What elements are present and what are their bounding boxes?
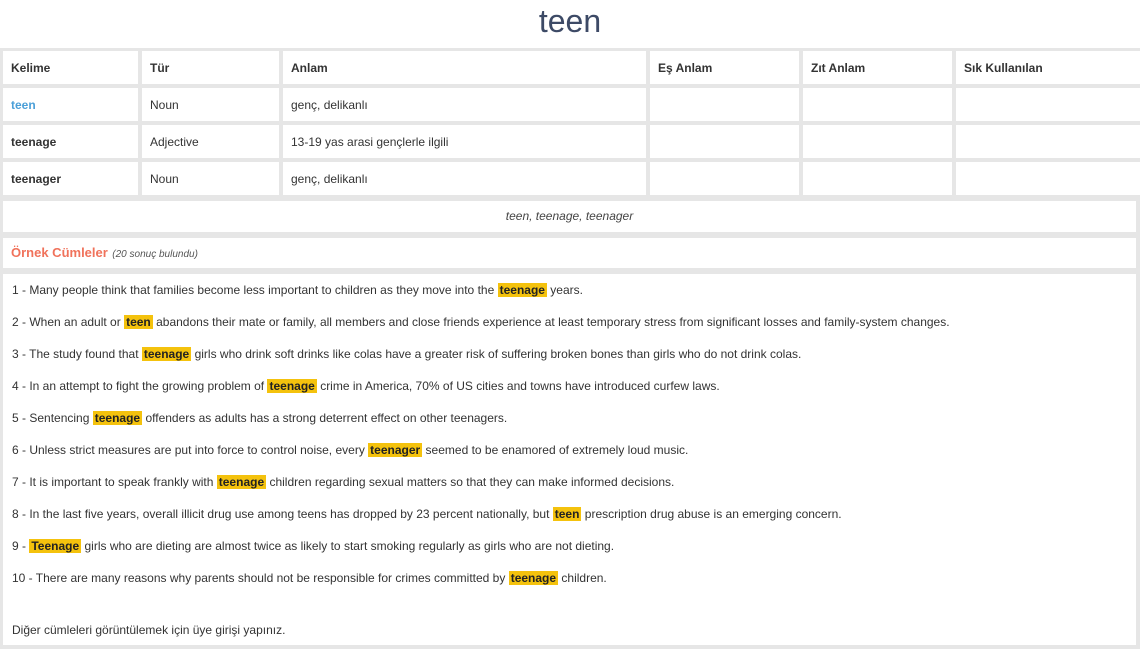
- example-sentence: 9 - Teenage girls who are dieting are almost twice as likely to start smoking regularly as girls who are not dieting.: [12, 539, 615, 553]
- example-sentence: 4 - In an attempt to fight the growing problem of teenage crime in America, 70% of US cities and towns have introduced curfew laws.: [12, 379, 720, 393]
- highlight-word: teenage: [510, 571, 557, 585]
- highlight-word: teenage: [94, 411, 141, 425]
- word-meaning: 13-19 yas arasi gençlerle ilgili: [283, 125, 646, 158]
- header-sik-kullanilan: Sık Kullanılan: [956, 51, 1140, 84]
- word-link[interactable]: teen: [3, 88, 138, 121]
- word-antonym: [803, 162, 952, 195]
- highlight-word: teenage: [499, 283, 545, 297]
- example-sentence: 1 - Many people think that families become less important to children as they move into the teenage years.: [12, 283, 583, 297]
- example-sentence: 3 - The study found that teenage girls who drink soft drinks like colas have a greater risk of suffering broken bones than girls who do not drink colas.: [12, 347, 802, 361]
- highlight-word: Teenage: [31, 539, 80, 553]
- highlight-word: teenage: [143, 347, 190, 361]
- header-anlam: Anlam: [283, 51, 646, 84]
- highlight-word: teenager: [370, 443, 421, 457]
- example-sentence: 8 - In the last five years, overall illicit drug use among teens has dropped by 23 percent nationally, but teen prescription drug abuse is an emerging concern.: [12, 507, 842, 521]
- word-link[interactable]: teenage: [3, 125, 138, 158]
- word-meaning: genç, delikanlı: [283, 162, 646, 195]
- table-header-row: [3, 51, 1140, 84]
- header-zit-anlam: Zıt Anlam: [803, 51, 952, 84]
- word-type: Adjective: [142, 125, 279, 158]
- word-common: [956, 88, 1140, 121]
- word-synonym: [650, 88, 799, 121]
- login-prompt: Diğer cümleleri görüntülemek için üye girişi yapınız.: [12, 623, 286, 637]
- table-row: [3, 162, 1140, 195]
- example-sentence: 5 - Sentencing teenage offenders as adults has a strong deterrent effect on other teenagers.: [12, 411, 508, 425]
- word-type: Noun: [142, 162, 279, 195]
- example-sentence: 6 - Unless strict measures are put into force to control noise, every teenager seemed to be enamored of extremely loud music.: [12, 443, 689, 457]
- word-meaning: genç, delikanlı: [283, 88, 646, 121]
- example-sentence: 10 - There are many reasons why parents should not be responsible for crimes committed by teenage children.: [12, 571, 607, 585]
- highlight-word: teenage: [218, 475, 265, 489]
- example-sentence: 7 - It is important to speak frankly with teenage children regarding sexual matters so that they can make informed decisions.: [12, 475, 675, 489]
- word-synonym: [650, 162, 799, 195]
- word-link[interactable]: teenager: [3, 162, 138, 195]
- table-row: [3, 88, 1140, 121]
- examples-count: (20 sonuç bulundu): [112, 249, 198, 260]
- examples-header: [3, 238, 1136, 268]
- related-words: teen, teenage, teenager: [3, 201, 1136, 232]
- word-common: [956, 125, 1140, 158]
- word-antonym: [803, 88, 952, 121]
- word-type: Noun: [142, 88, 279, 121]
- highlight-word: teen: [126, 315, 151, 329]
- highlight-word: teenage: [269, 379, 315, 393]
- word-common: [956, 162, 1140, 195]
- word-synonym: [650, 125, 799, 158]
- highlight-word: teen: [554, 507, 580, 521]
- page-title: teen: [538, 3, 602, 39]
- example-sentence: 2 - When an adult or teen abandons their mate or family, all members and close friends experience at least temporary stress from significant losses and family-system changes.: [12, 315, 950, 329]
- table-row: [3, 125, 1140, 158]
- examples-label: Örnek Cümleler: [11, 245, 108, 260]
- examples-list: [3, 274, 1136, 645]
- word-table: [0, 47, 1140, 199]
- content-panel: [0, 48, 1140, 649]
- header-kelime: Kelime: [3, 51, 138, 84]
- header-tur: Tür: [142, 51, 279, 84]
- header-es-anlam: Eş Anlam: [650, 51, 799, 84]
- word-antonym: [803, 125, 952, 158]
